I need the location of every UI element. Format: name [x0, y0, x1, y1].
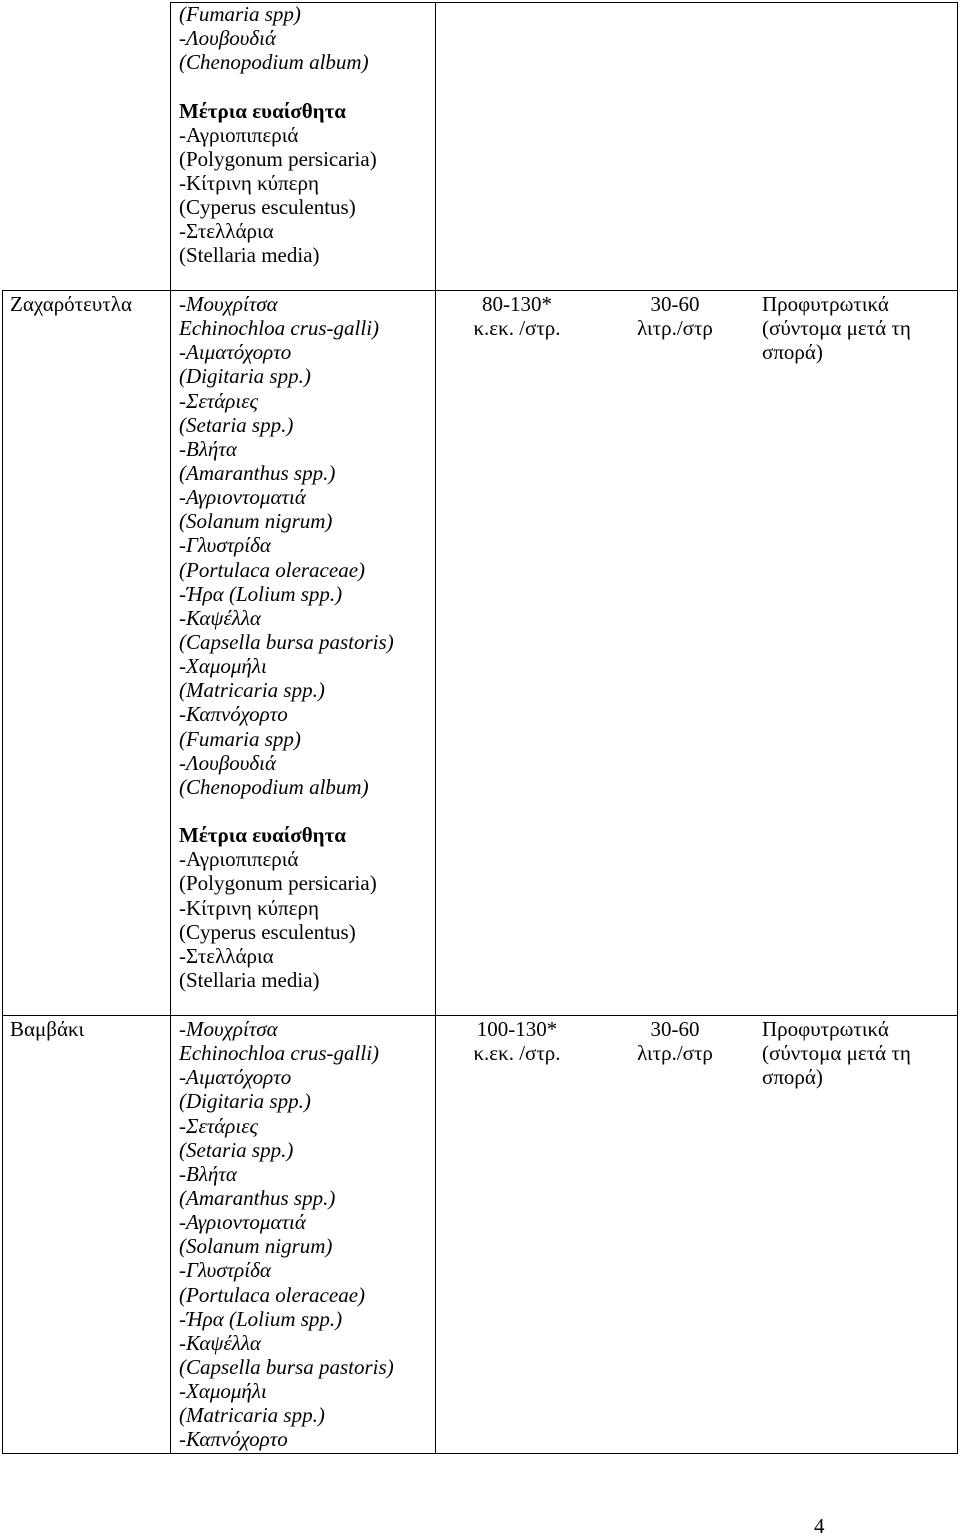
weed-line: -Χαμομήλι — [179, 654, 267, 679]
dose-line: 100-130* — [476, 1017, 558, 1041]
weed-line: -Σετάριες — [179, 1113, 258, 1138]
weed-line: (Polygonum persicaria) — [179, 871, 377, 896]
weed-line: (Polygonum persicaria) — [179, 146, 377, 171]
crop-name-text: Βαμβάκι — [10, 1017, 85, 1041]
application-time-line: σπορά) — [762, 340, 823, 365]
weed-line: -Κίτρινη κύπερη — [179, 170, 319, 195]
spray-volume-cell — [598, 292, 752, 340]
weed-line: -Αγριοντοματιά — [179, 485, 306, 510]
crop-name-text: Ζαχαρότευτλα — [10, 292, 132, 316]
moderately-sensitive-heading: Μέτρια ευαίσθητα — [179, 98, 347, 123]
weed-line: (Fumaria spp) — [179, 2, 301, 26]
weed-line: (Chenopodium album) — [179, 774, 369, 799]
weed-line: -Βλήτα — [179, 1161, 237, 1186]
weed-line: -Αγριοπιπεριά — [179, 122, 299, 147]
dose-cell — [436, 292, 598, 340]
weed-line: -Αγριοντοματιά — [179, 1210, 306, 1235]
weed-line: -Καψέλλα — [179, 605, 261, 630]
weed-line: (Solanum nigrum) — [179, 1234, 333, 1259]
application-time-cell — [762, 292, 911, 364]
weed-line: (Portulaca oleraceae) — [179, 557, 366, 582]
weed-line: (Capsella bursa pastoris) — [179, 1354, 394, 1379]
page-number: 4 — [814, 1514, 825, 1538]
weed-line: -Βλήτα — [179, 436, 237, 461]
continued-row-weeds-cell — [179, 2, 377, 268]
weed-line: -Κίτρινη κύπερη — [179, 895, 319, 920]
table-rule-left — [2, 290, 3, 1454]
weed-line: (Setaria spp.) — [179, 412, 294, 437]
weed-line: (Matricaria spp.) — [179, 1403, 325, 1428]
table-rule-row-cotton-top — [2, 1015, 958, 1016]
weed-line: (Amaranthus spp.) — [179, 460, 336, 485]
blank-line — [179, 74, 377, 98]
weed-line: -Μουχρίτσα — [179, 1017, 278, 1041]
weed-line: (Cyperus esculentus) — [179, 919, 356, 944]
application-time-line: (σύντομα μετά τη — [762, 316, 911, 341]
weed-line: (Fumaria spp) — [179, 726, 301, 751]
application-time-line: σπορά) — [762, 1065, 823, 1090]
moderately-sensitive-heading: Μέτρια ευαίσθητα — [179, 823, 347, 848]
spray-volume-cell — [598, 1017, 752, 1065]
crop-name — [10, 1017, 84, 1041]
table-rule-row-sugarbeet-top — [2, 290, 958, 291]
weed-line: -Χαμομήλι — [179, 1379, 267, 1404]
weed-line: (Matricaria spp.) — [179, 678, 325, 703]
weed-line: Echinochloa crus-galli) — [179, 316, 380, 341]
application-time-line: (σύντομα μετά τη — [762, 1041, 911, 1066]
weed-line: -Αιματόχορτο — [179, 1065, 292, 1090]
weed-line: (Digitaria spp.) — [179, 1089, 311, 1114]
blank-line — [179, 799, 394, 823]
spray-volume-line: λιτρ./στρ — [637, 316, 713, 341]
spray-volume-line: λιτρ./στρ — [637, 1041, 713, 1066]
spray-volume-line: 30-60 — [650, 292, 700, 316]
weed-line: (Stellaria media) — [179, 243, 320, 268]
dose-line: 80-130* — [482, 292, 552, 316]
weed-line: -Καπνόχορτο — [179, 702, 288, 727]
spray-volume-line: 30-60 — [650, 1017, 700, 1041]
weed-line: -Αιματόχορτο — [179, 340, 292, 365]
weed-line: -Σετάριες — [179, 388, 258, 413]
weed-line: -Στελλάρια — [179, 943, 274, 968]
table-rule-weeds-column — [435, 2, 436, 1454]
weed-line: -Μουχρίτσα — [179, 292, 278, 316]
weed-line: -Καψέλλα — [179, 1330, 261, 1355]
weed-line: -Λουβουδιά — [179, 26, 277, 51]
weed-line: -Ήρα (Lolium spp.) — [179, 581, 343, 606]
weeds-cell — [179, 1017, 394, 1452]
dose-line: κ.εκ. /στρ. — [473, 1041, 561, 1066]
weed-line: (Amaranthus spp.) — [179, 1185, 336, 1210]
weeds-cell — [179, 292, 394, 992]
weed-line: (Capsella bursa pastoris) — [179, 629, 394, 654]
weed-line: -Λουβουδιά — [179, 750, 277, 775]
table-rule-bottom — [2, 1453, 958, 1454]
weed-line: -Γλυστρίδα — [179, 533, 271, 558]
weed-line: -Γλυστρίδα — [179, 1258, 271, 1283]
table-rule-crop-column — [170, 2, 171, 1454]
weed-line: (Digitaria spp.) — [179, 364, 311, 389]
application-time-cell — [762, 1017, 911, 1089]
crop-name — [10, 292, 132, 316]
weed-line: (Solanum nigrum) — [179, 509, 333, 534]
weed-line: (Setaria spp.) — [179, 1137, 294, 1162]
dose-cell — [436, 1017, 598, 1065]
weed-line: (Stellaria media) — [179, 967, 320, 992]
weed-line: (Cyperus esculentus) — [179, 195, 356, 220]
weed-line: (Portulaca oleraceae) — [179, 1282, 366, 1307]
dose-line: κ.εκ. /στρ. — [473, 316, 561, 341]
application-time-line: Προφυτρωτικά — [762, 1017, 889, 1041]
weed-line: Echinochloa crus-galli) — [179, 1041, 380, 1066]
table-rule-right — [957, 2, 958, 1454]
weed-line: -Στελλάρια — [179, 219, 274, 244]
weed-line: (Chenopodium album) — [179, 50, 369, 75]
weed-line: -Ήρα (Lolium spp.) — [179, 1306, 343, 1331]
weed-line: -Αγριοπιπεριά — [179, 847, 299, 872]
weed-line: -Καπνόχορτο — [179, 1427, 288, 1452]
application-time-line: Προφυτρωτικά — [762, 292, 889, 316]
